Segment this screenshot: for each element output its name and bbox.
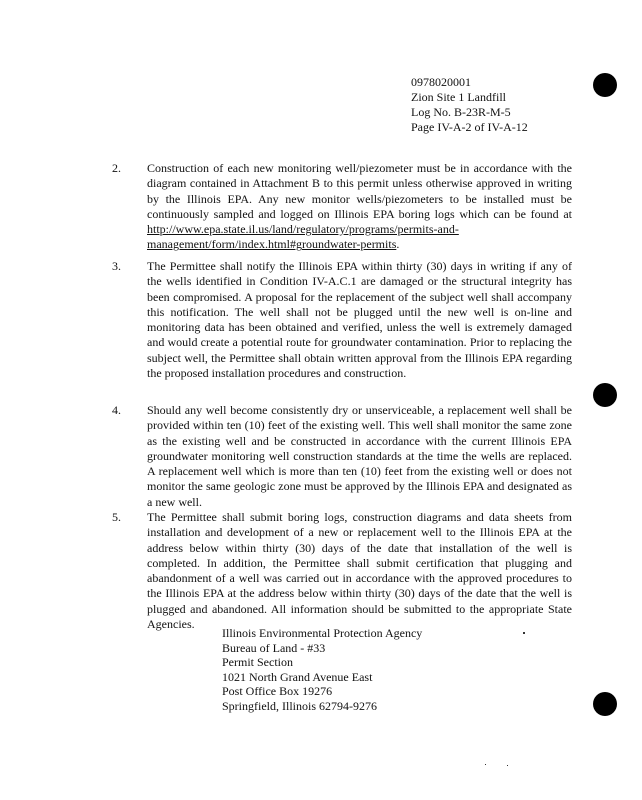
- condition-text: The Permittee shall submit boring logs, construction diagrams and data sheets from installation and development of a new or replacement well to the Illinois EPA at the address below within thirty (30) days of the date that installation of the well is completed. In addition, the Permittee shall submit certification that plugging and abandonment of a well was carried out in accordance with the approved procedures to the Illinois EPA at the address below within thirty (30) days of the date that the well is plugged and abandoned. All information should be submitted to the appropriate State Agencies.: [147, 510, 572, 632]
- header-page-number: Page IV-A-2 of IV-A-12: [411, 120, 528, 134]
- address-section: Permit Section: [222, 655, 293, 669]
- header-log-number: Log No. B-23R-M-5: [411, 105, 511, 119]
- condition-text-part: Construction of each new monitoring well/piezometer must be in accordance with the diagram contained in Attachment B to this permit unless otherwise approved in writing by the Illinois EPA. Any new monitor wells/piezometers to be installed must be continuously sampled and logged on Illinois EPA boring logs which can be found at: [147, 161, 572, 221]
- address-street: 1021 North Grand Avenue East: [222, 669, 373, 684]
- scan-speck: [507, 765, 508, 766]
- page-header: [411, 75, 528, 135]
- boring-logs-link[interactable]: http://www.epa.state.il.us/land/regulatory/programs/permits-and-management/form/index.html#groundwater-permits: [147, 222, 459, 252]
- address-bureau: Bureau of Land - #33: [222, 640, 326, 655]
- condition-item-5: [112, 510, 572, 632]
- condition-item-2: [112, 161, 572, 253]
- condition-number: 3.: [112, 259, 121, 273]
- condition-number: 5.: [112, 510, 121, 524]
- address-agency: Illinois Environmental Protection Agency: [222, 626, 423, 640]
- scan-speck: [523, 632, 525, 634]
- condition-item-4: [112, 403, 572, 510]
- scan-speck: [485, 764, 486, 765]
- condition-item-3: [112, 259, 572, 381]
- condition-text: Should any well become consistently dry or unserviceable, a replacement well shall be provided within ten (10) feet of the existing well. This well shall monitor the same zone as the existing well and be constructed in accordance with the current Illinois EPA groundwater monitoring well construction standards at the time the wells are replaced. A replacement well which is more than ten (10) feet from the existing well or does not monitor the same geologic zone must be approved by the Illinois EPA and designated as a new well.: [147, 403, 572, 509]
- condition-text: The Permittee shall notify the Illinois EPA within thirty (30) days in writing if any of the wells identified in Condition IV-A.C.1 are damaged or the structural integrity has been compromised. A proposal for the replacement of the subject well shall accompany this notification. The well shall not be plugged until the new well is on-line and monitoring data has been obtained and verified, unless the well is extremely damaged and would create a potential route for groundwater contamination. Prior to replacing the subject well, the Permittee shall obtain written approval from the Illinois EPA regarding the proposed installation procedures and construction.: [147, 259, 572, 381]
- condition-text-end: .: [396, 237, 400, 252]
- address-po-box: Post Office Box 19276: [222, 684, 333, 698]
- binder-hole-icon: [593, 692, 617, 716]
- header-permit-number: 0978020001: [411, 75, 471, 89]
- header-site-name: Zion Site 1 Landfill: [411, 90, 506, 104]
- agency-address-block: [222, 626, 422, 713]
- condition-number: 4.: [112, 403, 121, 417]
- condition-number: 2.: [112, 161, 121, 175]
- binder-hole-icon: [593, 383, 617, 407]
- address-city: Springfield, Illinois 62794-9276: [222, 698, 377, 713]
- condition-text: [147, 161, 572, 253]
- binder-hole-icon: [593, 73, 617, 97]
